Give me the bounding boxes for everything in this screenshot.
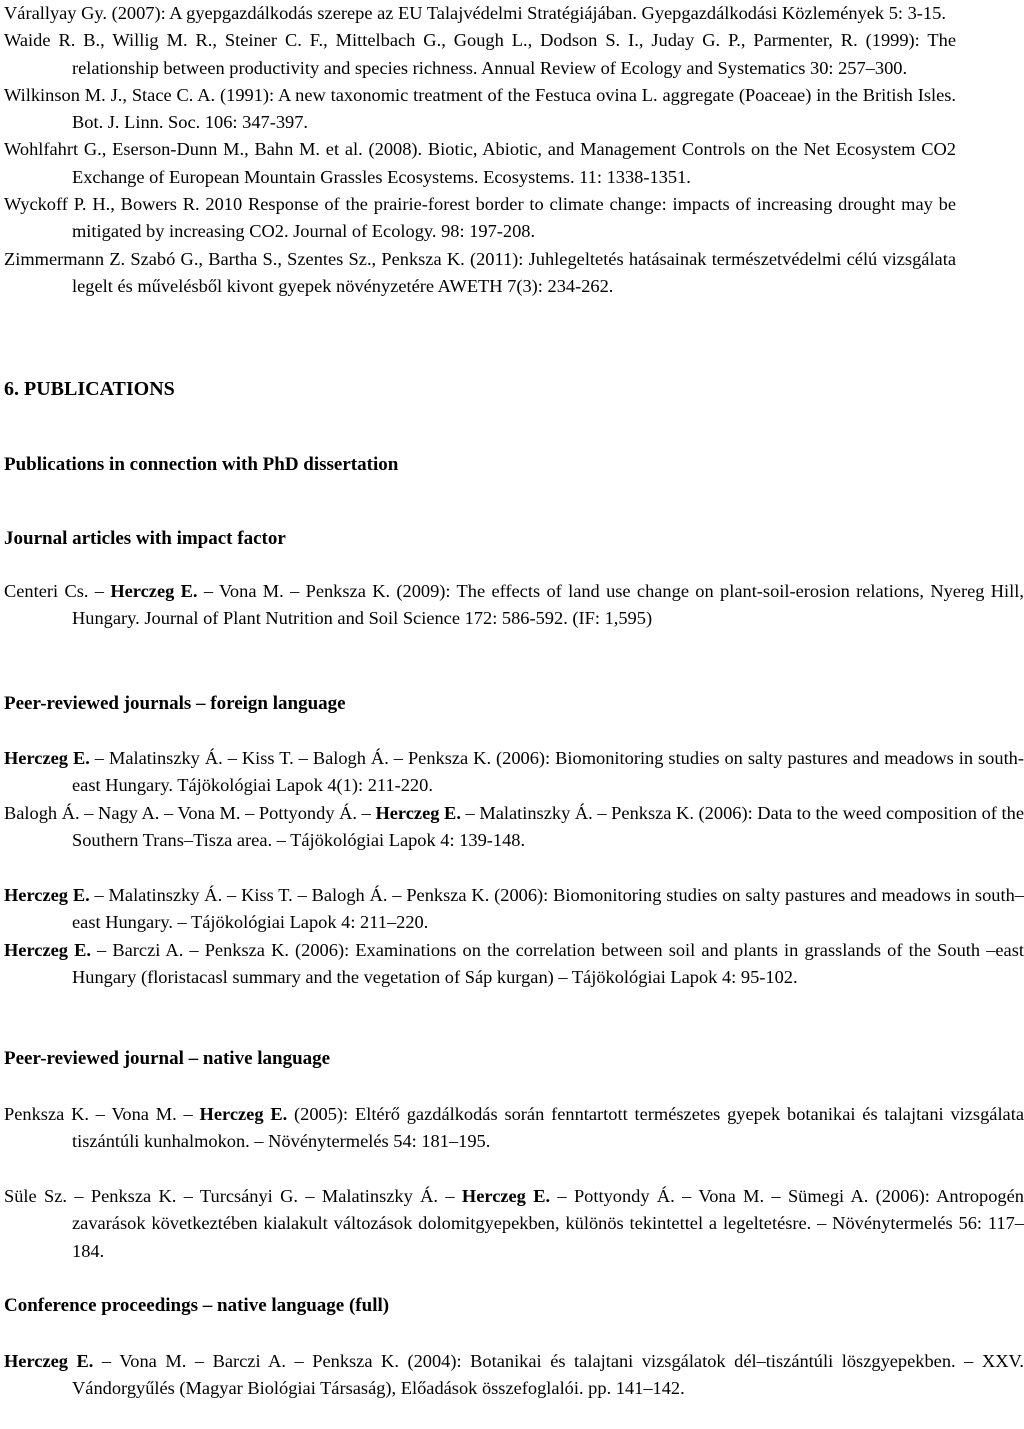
publications-heading: Publications in connection with PhD dissertation [4, 454, 399, 475]
author-highlight: Herczeg E. [199, 1104, 288, 1124]
reference-entry: Wilkinson M. J., Stace C. A. (1991): A new taxonomic treatment of the Festuca ovina L. aggregate (Poaceae) in the British Isles. Bot. J. Linn. Soc. 106: 347-397. [4, 84, 956, 133]
author-highlight: Herczeg E. [375, 803, 461, 823]
section-title: 6. PUBLICATIONS [4, 378, 175, 400]
entry-text: – Pottyondy Á. – Vona M. – Sümegi A. (2006): Antropogén zavarások következtében kialakult változások dolomitgyepekben, különös tekintettel a legeltetésre. – Növénytermelés 56: 117–184. [72, 1186, 1024, 1261]
reference-entry: Várallyay Gy. (2007): A gyepgazdálkodás szerepe az EU Talajvédelmi Stratégiájában. Gyepgazdálkodási Közlemények 5: 3-15. [4, 3, 946, 23]
author-highlight: Herczeg E. [4, 885, 90, 905]
publication-entry [4, 745, 1024, 800]
entry-text: Centeri Cs. – [4, 581, 111, 601]
group-heading: Journal articles with impact factor [4, 528, 286, 549]
author-highlight: Herczeg E. [4, 1351, 94, 1371]
entry-text: (2005): Eltérő gazdálkodás során fenntartott természetes gyepek botanikai és talajtani vizsgálata tiszántúli kunhalmokon. – Növénytermelés 54: 181–195. [72, 1104, 1024, 1152]
entry-text: – Barczi A. – Penksza K. (2006): Examinations on the correlation between soil and plants in grasslands of the South –east Hungary (floristacasl summary and the vegetation of Sáp kurgan) – Tájökológiai Lapok 4: 95-102. [72, 940, 1024, 988]
author-highlight: Herczeg E. [110, 581, 198, 601]
author-highlight: Herczeg E. [4, 940, 91, 960]
author-highlight: Herczeg E. [461, 1186, 551, 1206]
reference-entry: Waide R. B., Willig M. R., Steiner C. F., Mittelbach G., Gough L., Dodson S. I., Juday G. P., Parmenter, R. (1999): The relationship between productivity and species richness. Annual Review of Ecology and Systematics 30: 257–300. [4, 30, 956, 78]
publication-entry [4, 937, 1024, 992]
entry-text: – Malatinszky Á. – Kiss T. – Balogh Á. – Penksza K. (2006): Biomonitoring studies on salty pastures and meadows in south–east Hungary. – Tájökológiai Lapok 4: 211–220. [72, 885, 1024, 933]
reference-entry: Zimmermann Z. Szabó G., Bartha S., Szentes Sz., Penksza K. (2011): Juhlegeltetés hatásainak természetvédelmi célú vizsgálata legelt és művelésből kivont gyepek növényzetére AWETH 7(3): 234-262. [4, 248, 956, 296]
entry-text: Penksza K. – Vona M. – [4, 1104, 200, 1124]
publication-entry [4, 1348, 1024, 1403]
reference-entry: Wohlfahrt G., Eserson-Dunn M., Bahn M. et al. (2008). Biotic, Abiotic, and Management Controls on the Net Ecosystem CO2 Exchange of European Mountain Grassles Ecosystems. Ecosystems. 11: 1338-1351. [4, 139, 956, 187]
reference-list [4, 0, 956, 300]
group-heading: Conference proceedings – native language (full) [4, 1295, 390, 1316]
entry-text: Süle Sz. – Penksza K. – Turcsányi G. – Malatinszky Á. – [4, 1186, 462, 1206]
publication-entry [4, 578, 1024, 633]
author-highlight: Herczeg E. [4, 748, 90, 768]
publication-entry [4, 1183, 1024, 1265]
entry-text: – Malatinszky Á. – Kiss T. – Balogh Á. – Penksza K. (2006): Biomonitoring studies on salty pastures and meadows in south-east Hungary. Tájökológiai Lapok 4(1): 211-220. [72, 748, 1024, 796]
publication-entry [4, 800, 1024, 855]
publication-entry [4, 882, 1024, 937]
entry-text: – Vona M. – Penksza K. (2009): The effects of land use change on plant-soil-erosion relations, Nyereg Hill, Hungary. Journal of Plant Nutrition and Soil Science 172: 586-592. (IF: 1,595) [72, 581, 1024, 629]
publication-entry [4, 1101, 1024, 1156]
entry-text: Balogh Á. – Nagy A. – Vona M. – Pottyondy Á. – [4, 803, 376, 823]
group-heading: Peer-reviewed journals – foreign language [4, 693, 346, 714]
entry-text: – Vona M. – Barczi A. – Penksza K. (2004): Botanikai és talajtani vizsgálatok dél–tiszántúli löszgyepekben. – XXV. Vándorgyűlés (Magyar Biológiai Társaság), Előadások összefoglalói. pp. 141–142. [72, 1351, 1024, 1399]
entry-text: – Malatinszky Á. – Penksza K. (2006): Data to the weed composition of the Southern Trans–Tisza area. – Tájökológiai Lapok 4: 139-148. [72, 803, 1024, 851]
group-heading: Peer-reviewed journal – native language [4, 1048, 331, 1069]
reference-entry: Wyckoff P. H., Bowers R. 2010 Response of the prairie-forest border to climate change: impacts of increasing drought may be mitigated by increasing CO2. Journal of Ecology. 98: 197-208. [4, 194, 956, 242]
